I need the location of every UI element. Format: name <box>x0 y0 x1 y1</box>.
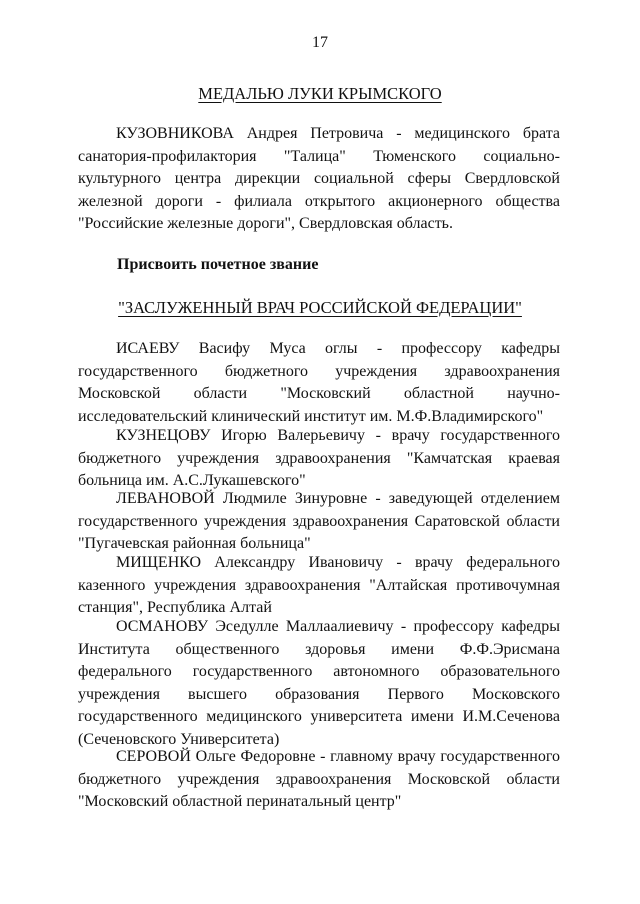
recipient-paragraph: ИСАЕВУ Васифу Муса оглы - профессору кафедры государственного бюджетного учреждения здравоохранения Московской области "Московский областной научно-исследовательский клинический институт им. М.Ф.Владимирского" <box>78 340 560 425</box>
recipient-paragraph: КУЗНЕЦОВУ Игорю Валерьевичу - врачу государственного бюджетного учреждения здравоохранения "Камчатская краевая больница им. А.С.Лукашевского" <box>78 427 560 489</box>
honorary-title-heading: "ЗАСЛУЖЕННЫЙ ВРАЧ РОССИЙСКОЙ ФЕДЕРАЦИИ" <box>118 298 522 317</box>
page-number: 17 <box>312 34 328 51</box>
recipient-paragraph: МИЩЕНКО Александру Ивановичу - врачу федерального казенного учреждения здравоохранения "Алтайская противочумная станция", Республика Алтай <box>78 554 560 616</box>
medal-recipient-paragraph: КУЗОВНИКОВА Андрея Петровича - медицинского брата санатория-профилактория "Талица" Тюменского социально-культурного центра дирекции социальной сферы Свердловской железной дороги - филиала открытого акционерного общества "Российские железные дороги", Свердловская область. <box>78 125 560 232</box>
recipient-paragraph: ОСМАНОВУ Эседулле Маллаалиевичу - профессору кафедры Института общественного здоровья имени Ф.Ф.Эрисмана федерального государственного автономного образовательного учреждения высшего образования Первого Московского государственного медицинского университета имени И.М.Сеченова (Сеченовского Университета) <box>78 618 560 748</box>
recipient-paragraph: ЛЕВАНОВОЙ Людмиле Зинуровне - заведующей отделением государственного учреждения здравоохранения Саратовской области "Пугачевская районная больница" <box>78 490 560 552</box>
recipient-paragraph: СЕРОВОЙ Ольге Федоровне - главному врачу государственного бюджетного учреждения здравоохранения Московской области "Московский областной перинатальный центр" <box>78 748 560 810</box>
assign-title-line: Присвоить почетное звание <box>117 256 319 273</box>
medal-heading: МЕДАЛЬЮ ЛУКИ КРЫМСКОГО <box>198 84 442 103</box>
